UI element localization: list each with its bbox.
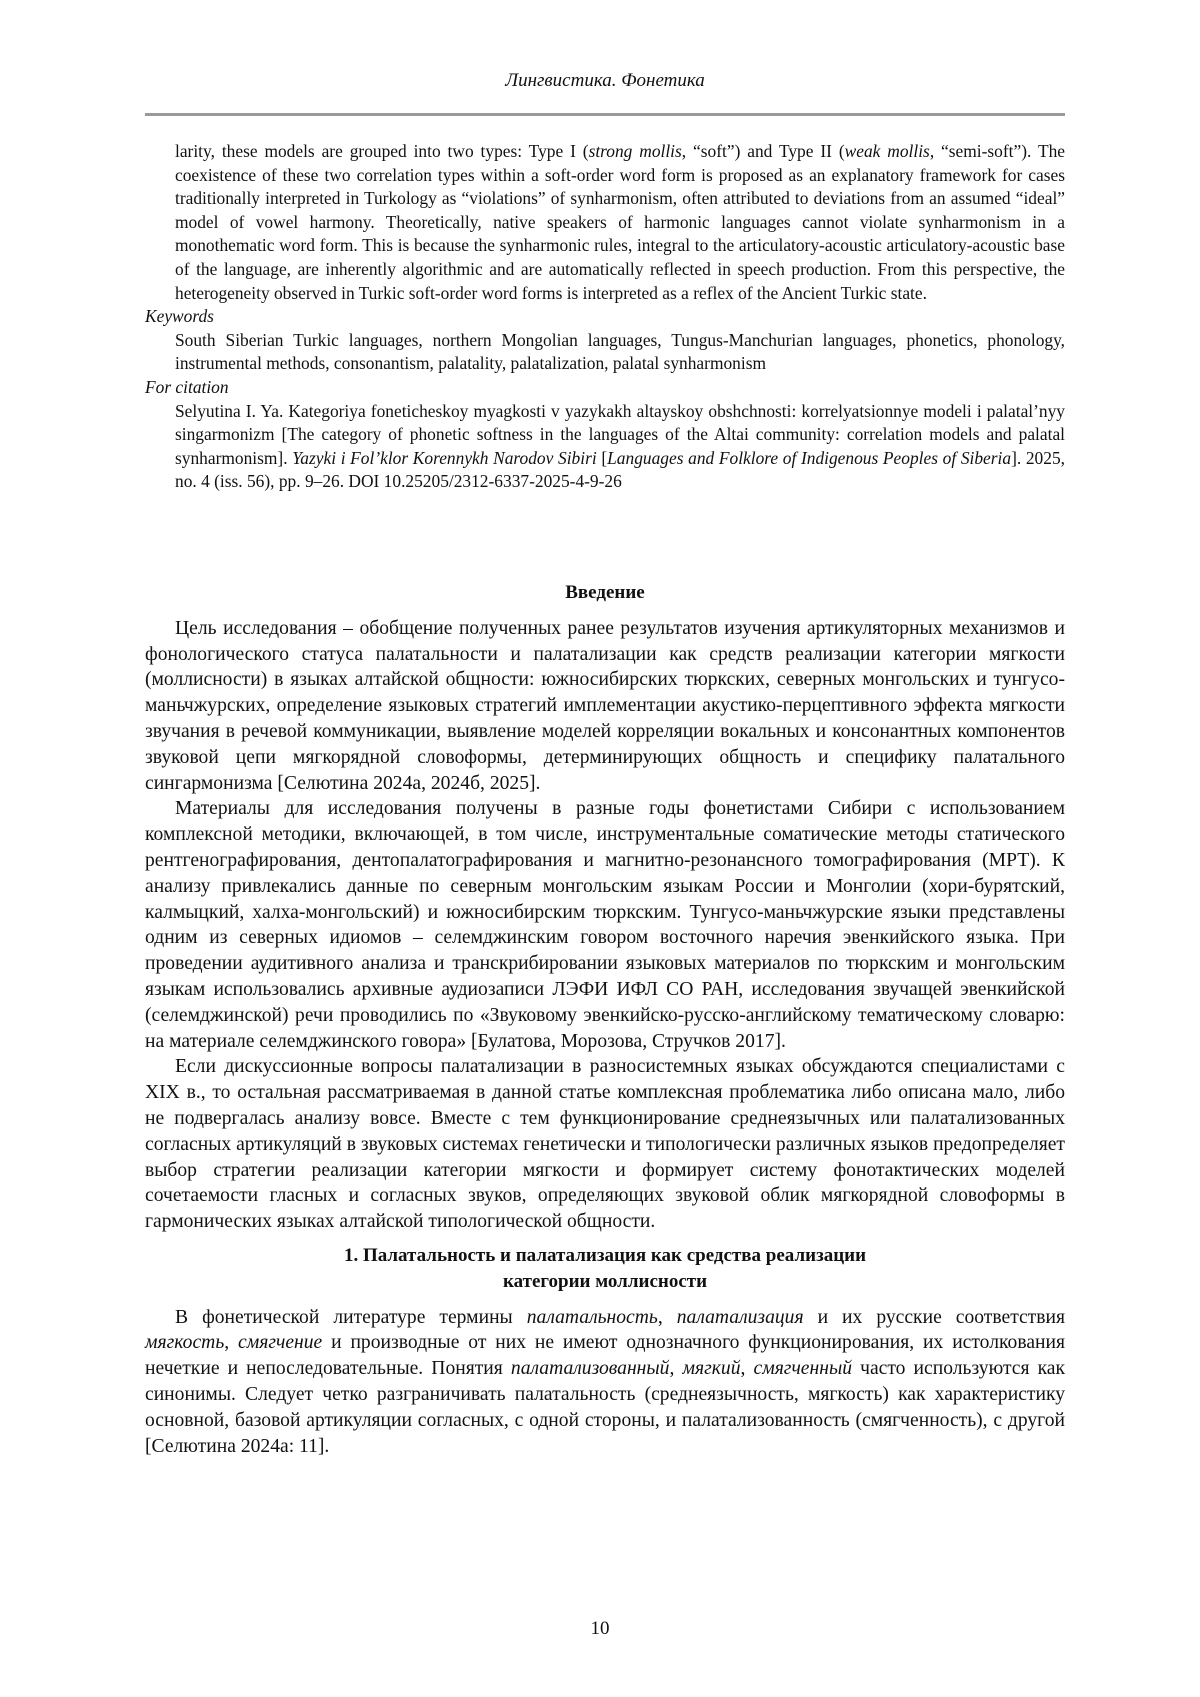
italic-text-run: смягчение: [238, 1332, 323, 1354]
italic-text-run: weak mollis: [844, 141, 930, 161]
text-run: ]. 2025, no. 4 (iss. 56), pp. 9–26. DOI 10.25205/2312-6337-2025-4-9-26: [175, 447, 1065, 492]
text-run: ,: [669, 1358, 683, 1380]
page-number: 10: [590, 1618, 610, 1639]
abstract-continuation: [145, 140, 1065, 305]
italic-text-run: палатализация: [676, 1306, 804, 1328]
italic-text-run: strong mollis: [588, 141, 682, 161]
keywords-text: South Siberian Turkic languages, northern Mongolian languages, Tungus-Manchurian languages, phonetics, phonology, instrumental methods, consonantism, palatality, palatalization, palatal synharmonism: [175, 329, 1065, 374]
intro-paragraph-1: [145, 616, 1065, 797]
italic-text-run: мягкость: [145, 1332, 225, 1354]
section-title-introduction: Введение: [565, 582, 645, 603]
text-run: Цель исследования – обобщение полученных ранее результатов изучения артикуляторных механизмов и фонологического статуса палатальности и палатализации как средств реализации категории мягкости (моллисности) в языках алтайской общности: южносибирских тюркских, северных монгольских и тунгусо-маньчжурских, определение языковых стратегий имплементации акустико-перцептивного эффекта мягкости звучания в речевой коммуникации, выявление моделей корреляции вокальных и консонантных компонентов звуковой цепи мягкорядной словоформы, детерминирующих общность и специфику палатального сингармонизма [Селютина 2024а, 2024б, 2025].: [145, 617, 1065, 794]
text-run: Selyutina I. Ya. Kategoriya foneticheskoy myagkosti v yazykakh altayskoy obshchnosti: korrelyatsionnye modeli i palatal’nyy singarmonizm [The category of phonetic softness in the languages of the Altai community: correlation models and palatal synharmonism].: [175, 400, 1065, 468]
running-header: Лингвистика. Фонетика: [505, 70, 705, 91]
abstract-block: [145, 140, 1065, 494]
text-run: , “soft”) and Type II (: [681, 141, 845, 161]
text-run: ,: [224, 1332, 239, 1354]
text-run: и производные от них не имеют однозначного функционирования, их истолкования нечеткие и непоследовательные. Понятия: [145, 1332, 1065, 1380]
section1-paragraph-1: [145, 1305, 1065, 1460]
section-title-1: [145, 1243, 1065, 1295]
header-rule: [145, 113, 1065, 116]
article-body: [145, 580, 1065, 1459]
text-run: часто используются как синонимы. Следует четко разграничивать палатальность (среднеязычность, мягкость) как характеристику основной, базовой артикуляции согласных, с одной стороны, и палатализованность (смягченность), с другой [Селютина 2024а: 11].: [145, 1358, 1066, 1457]
italic-text-run: Yazyki i Fol’klor Korennykh Narodov Sibiri: [292, 447, 597, 468]
italic-text-run: мягкий: [682, 1358, 741, 1380]
section-title-1-line-1: 1. Палатальность и палатализация как средства реализации: [343, 1244, 867, 1266]
text-run: ,: [740, 1358, 754, 1380]
text-run: larity, these models are grouped into two types: Type I (: [175, 141, 589, 161]
keywords-label: Keywords: [145, 306, 214, 327]
text-run: В фонетической литературе термины: [175, 1306, 527, 1328]
section-title-1-line-2: категории моллисности: [502, 1270, 708, 1292]
text-run: Если дискуссионные вопросы палатализации в разносистемных языках обсуждаются специалистами с XIX в., то остальная рассматриваемая в данной статье комплексная проблематика либо описана мало, либо не подвергалась анализу вовсе. Вместе с тем функционирование среднеязычных или палатализованных согласных артикуляций в звуковых системах генетически и типологически различных языков предопределяет выбор стратегии реализации категории мягкости и формирует систему фонотактических моделей сочетаемости гласных и согласных звуков, определяющих звуковой облик мягкорядной словоформы в гармонических языках алтайской типологической общности.: [145, 1056, 1065, 1233]
italic-text-run: палатализованный: [510, 1358, 670, 1380]
italic-text-run: смягченный: [753, 1358, 853, 1380]
intro-paragraph-3: [145, 1054, 1065, 1235]
citation-text: [145, 400, 1065, 494]
citation-label: For citation: [145, 376, 229, 397]
text-run: , “semi-soft”). The coexistence of these two correlation types within a soft-order word form is proposed as an explanatory framework for cases traditionally interpreted in Turkology as “violations” of synharmonism, often attributed to deviations from an assumed “ideal” model of vowel harmony. Theoretically, native speakers of harmonic languages cannot violate synharmonism in a monothematic word form. This is because the synharmonic rules, integral to the articulatory-acoustic articulatory-acoustic base of the language, are inherently algorithmic and are automatically reflected in speech production. From this perspective, the heterogeneity observed in Turkic soft-order word forms is interpreted as a reflex of the Ancient Turkic state.: [175, 141, 1065, 303]
text-run: [: [596, 447, 608, 468]
text-run: и их русские соответствия: [803, 1306, 1065, 1328]
text-run: ,: [657, 1306, 677, 1328]
italic-text-run: Languages and Folklore of Indigenous Peoples of Siberia: [607, 447, 1012, 468]
intro-paragraph-2: [145, 796, 1065, 1054]
text-run: Материалы для исследования получены в разные годы фонетистами Сибири с использованием комплексной методики, включающей, в том числе, инструментальные соматические методы статического рентгенографирования, дентопалатографирования и магнитно-резонансного томографирования (МРТ). К анализу привлекались данные по северным монгольским языкам России и Монголии (хори-бурятский, калмыцкий, халха-монгольский) и южносибирским тюркским. Тунгусо-маньчжурские языки представлены одним из северных идиомов – селемджинским говором восточного наречия эвенкийского языка. При проведении аудитивного анализа и транскрибировании языковых материалов по тюркским и монгольским языкам использовались архивные аудиозаписи ЛЭФИ ИФЛ СО РАН, исследования звучащей эвенкийской (селемджинской) речи проводились по «Звуковому эвенкийско-русско-английскому тематическому словарю: на материале селемджинского говора» [Булатова, Морозова, Стручков 2017].: [145, 798, 1065, 1052]
italic-text-run: палатальность: [526, 1306, 658, 1328]
